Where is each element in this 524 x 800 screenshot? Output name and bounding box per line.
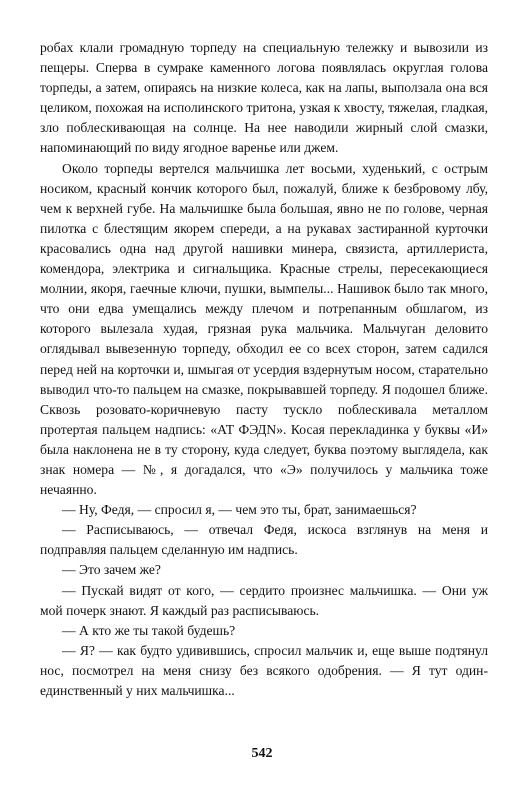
paragraph-3: — Ну, Федя, — спросил я, — чем это ты, брат, занимаешься? [62, 502, 417, 518]
paragraph-1: робах клали громадную торпеду на специальную тележку и вывозили из пещеры. Сперва в сумраке каменного логова появлялась округлая голова торпеды, а затем, опираясь на низкие колеса, как на лапы, выползала она вся целиком, похожая на исполинского тритона, узкая к хвосту, тяжелая, гладкая, зло поблескивающая на солнце. На нее наводили жирный слой смазки, напоминающий по виду ягодное варенье или джем. [40, 40, 488, 156]
paragraph-5: — Это зачем же? [62, 562, 161, 578]
page-number: 542 [251, 746, 273, 761]
paragraph-2: Около торпеды вертелся мальчишка лет восьми, худенький, с острым носиком, красный кончик которого был, пожалуй, ближе к безбровому лбу, чем к верхней губе. На мальчишке была большая, явно не по голове, черная пилотка с блестящим якорем спереди, а на рукавах застиранной курточки красовались одна над другой нашивки минера, связиста, артиллериста, комендора, электрика и сигнальщика. Красные стрелы, пересекающиеся молнии, якоря, гаечные ключи, пушки, вымпелы... Нашивок было так много, что они едва умещались между плечом и потрепанным обшлагом, из которого вылезала худая, грязная рука мальчика. Мальчуган деловито оглядывал вывезенную торпеду, обходил ее со всех сторон, затем садился перед ней на корточки и, шмыгая от усердия вздернутым носом, старательно выводил что-то пальцем на смазке, покрывавшей торпеду. Я подошел ближе. Сквозь розовато-коричневую пасту тускло поблескивала металлом протертая пальцем надпись: «АТ ФЭДN». Косая перекладинка у буквы «И» была наклонена не в ту сторону, куда следует, буква поэтому выглядела, как знак номера — №, я догадался, что «Э» получилось у мальчика тоже нечаянно. [40, 160, 488, 498]
paragraph-6: — Пускай видят от кого, — сердито произнес мальчишка. — Они уж мой почерк знают. Я каждый раз расписываюсь. [40, 582, 488, 618]
page-body-text [40, 38, 488, 701]
paragraph-4: — Расписываюсь, — отвечал Федя, искоса взглянув на меня и подправляя пальцем сделанную им надпись. [40, 522, 488, 558]
paragraph-8: — Я? — как будто удивившись, спросил мальчик и, еще выше подтянул нос, посмотрел на меня снизу без всякого одобрения. — Я тут один-единственный у них мальчишка... [40, 642, 488, 698]
paragraph-7: — А кто же ты такой будешь? [62, 622, 236, 638]
